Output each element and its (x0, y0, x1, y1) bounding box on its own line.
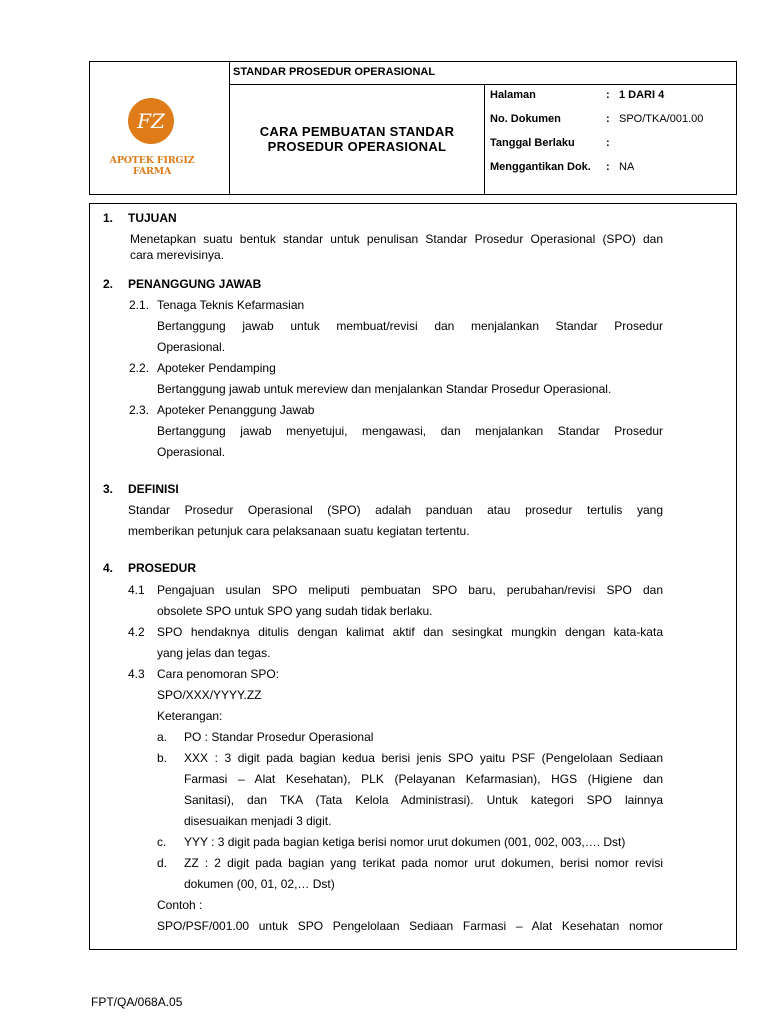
item-text: Pengajuan usulan SPO meliputi pembuatan SPO baru, perubahan/revisi SPO dan (157, 583, 663, 597)
list-text: XXX : 3 digit pada bagian kedua berisi jenis SPO yaitu PSF (Pengelolaan Sediaan (184, 751, 663, 765)
item-desc: Bertanggung jawab untuk membuat/revisi dan menjalankan Standar Prosedur (157, 319, 663, 333)
item-desc: Bertanggung jawab menyetujui, mengawasi, dan menjalankan Standar Prosedur (157, 424, 663, 438)
list-text: disesuaikan menjadi 3 digit. (184, 814, 332, 828)
company-logo-icon (127, 97, 175, 145)
meta-key: No. Dokumen (490, 113, 561, 125)
section-number: 1. (103, 211, 114, 225)
item-label: Apoteker Pendamping (157, 361, 276, 375)
paragraph-line: Standar Prosedur Operasional (SPO) adalah panduan atau prosedur tertulis yang (128, 503, 663, 517)
meta-key: Halaman (490, 89, 536, 101)
list-text: ZZ : 2 digit pada bagian yang terikat pada nomor urut dokumen, berisi nomor revisi (184, 856, 663, 870)
meta-key: Tanggal Berlaku (490, 137, 575, 149)
list-letter: d. (157, 856, 168, 870)
section-title: PROSEDUR (128, 561, 197, 575)
contoh-text: SPO/PSF/001.00 untuk SPO Pengelolaan Sediaan Farmasi – Alat Kesehatan nomor (157, 919, 663, 933)
section-title: DEFINISI (128, 482, 179, 496)
item-desc: Bertanggung jawab untuk mereview dan menjalankan Standar Prosedur Operasional. (157, 382, 612, 396)
title-line-1: CARA PEMBUATAN STANDAR (259, 124, 455, 139)
list-letter: c. (157, 835, 167, 849)
meta-colon: : (606, 113, 610, 125)
divider (229, 84, 737, 85)
section-number: 2. (103, 277, 114, 291)
item-desc: Operasional. (157, 340, 226, 354)
title-line-2: PROSEDUR OPERASIONAL (267, 139, 447, 154)
meta-colon: : (606, 161, 610, 173)
spo-format: SPO/XXX/YYYY.ZZ (157, 688, 262, 702)
item-number: 2.1. (129, 298, 150, 312)
logo-text: APOTEK FIRGIZ FARMA (109, 155, 195, 177)
item-number: 2.2. (129, 361, 150, 375)
item-text: Cara penomoran SPO: (157, 667, 280, 681)
meta-colon: : (606, 137, 610, 149)
list-text: Farmasi – Alat Kesehatan), PLK (Pelayanan Kefarmasian), HGS (Higiene dan (184, 772, 663, 786)
list-text: YYY : 3 digit pada bagian ketiga berisi nomor urut dokumen (001, 002, 003,…. Dst) (184, 835, 626, 849)
keterangan-label: Keterangan: (157, 709, 223, 723)
item-label: Apoteker Penanggung Jawab (157, 403, 315, 417)
meta-row-menggantikan (490, 161, 735, 177)
document-title (230, 124, 484, 154)
spo-label: STANDAR PROSEDUR OPERASIONAL (233, 66, 436, 78)
list-text: PO : Standar Prosedur Operasional (184, 730, 374, 744)
section-number: 3. (103, 482, 114, 496)
item-number: 4.1 (128, 583, 145, 597)
meta-colon: : (606, 89, 610, 101)
paragraph-line: cara merevisinya. (130, 248, 225, 262)
meta-key: Menggantikan Dok. (490, 161, 591, 173)
item-text: yang jelas dan tegas. (157, 646, 271, 660)
section-title: TUJUAN (128, 211, 177, 225)
meta-value: 1 DARI 4 (619, 89, 665, 101)
meta-row-halaman (490, 89, 735, 105)
paragraph-line: memberikan petunjuk cara pelaksanaan suatu kegiatan tertentu. (128, 524, 470, 538)
list-letter: b. (157, 751, 168, 765)
section-number: 4. (103, 561, 114, 575)
item-label: Tenaga Teknis Kefarmasian (157, 298, 305, 312)
contoh-label: Contoh : (157, 898, 203, 912)
divider (484, 84, 485, 195)
list-text: Sanitasi), dan TKA (Tata Kelola Administrasi). Untuk kategori SPO lainnya (184, 793, 663, 807)
item-number: 4.2 (128, 625, 145, 639)
meta-value: NA (619, 161, 635, 173)
item-desc: Operasional. (157, 445, 226, 459)
logo-monogram: FZ (137, 109, 165, 133)
meta-row-no-dokumen (490, 113, 735, 129)
footer-code: FPT/QA/068A.05 (91, 995, 183, 1009)
item-text: SPO hendaknya ditulis dengan kalimat aktif dan sesingkat mungkin dengan kata-kata (157, 625, 663, 639)
list-text: dokumen (00, 01, 02,… Dst) (184, 877, 335, 891)
meta-row-tanggal-berlaku (490, 137, 735, 153)
list-letter: a. (157, 730, 168, 744)
paragraph-line: Menetapkan suatu bentuk standar untuk penulisan Standar Prosedur Operasional (SPO) dan (130, 232, 663, 246)
item-number: 4.3 (128, 667, 145, 681)
item-number: 2.3. (129, 403, 150, 417)
section-title: PENANGGUNG JAWAB (128, 277, 262, 291)
meta-value: SPO/TKA/001.00 (619, 113, 704, 125)
item-text: obsolete SPO untuk SPO yang sudah tidak berlaku. (157, 604, 433, 618)
